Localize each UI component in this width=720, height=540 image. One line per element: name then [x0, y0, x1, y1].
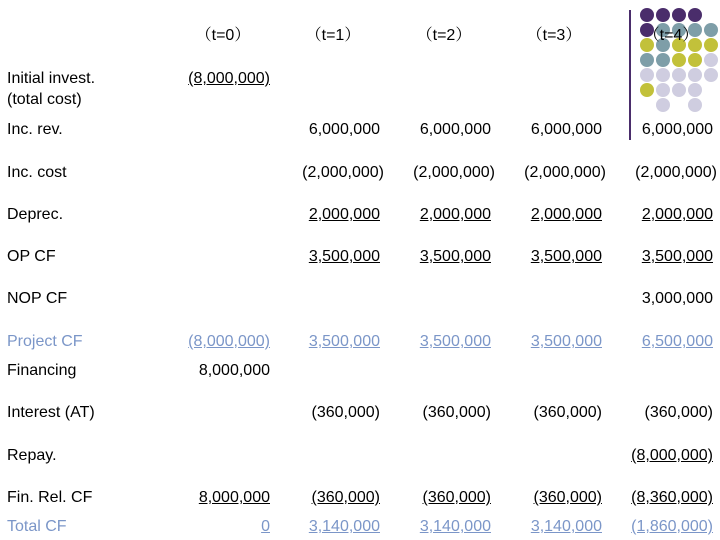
fin-rel-cf-t2: (360,000): [422, 489, 491, 506]
interest-t2: (360,000): [422, 404, 491, 421]
repay-t4: (8,000,000): [631, 447, 713, 464]
decorative-dot: [688, 53, 702, 67]
decorative-dot: [688, 98, 702, 112]
row-label-initial-invest-line2: (total cost): [7, 91, 82, 108]
header-t4: （t=4）: [643, 27, 699, 44]
project-cf-t4: 6,500,000: [641, 333, 713, 350]
header-t3: （t=3）: [526, 27, 582, 44]
nop-cf-t4: 3,000,000: [641, 290, 713, 307]
inc-cost-t4: (2,000,000): [635, 164, 717, 181]
inc-rev-t4: 6,000,000: [641, 121, 713, 138]
op-cf-t4: 3,500,000: [641, 248, 713, 265]
deprec-t2: 2,000,000: [419, 206, 491, 223]
interest-t4: (360,000): [644, 404, 713, 421]
inc-cost-t2: (2,000,000): [413, 164, 495, 181]
decorative-dot: [656, 68, 670, 82]
decorative-dot: [672, 53, 686, 67]
row-label-op-cf: OP CF: [7, 248, 56, 265]
initial-invest-t0: (8,000,000): [188, 70, 270, 87]
interest-t1: (360,000): [311, 404, 380, 421]
decorative-dot: [704, 38, 718, 52]
decorative-dot: [640, 8, 654, 22]
project-cf-t0: (8,000,000): [188, 333, 270, 350]
decorative-dot: [656, 83, 670, 97]
inc-cost-t1: (2,000,000): [302, 164, 384, 181]
decorative-dot: [672, 8, 686, 22]
project-cf-t3: 3,500,000: [530, 333, 602, 350]
total-cf-t3: 3,140,000: [530, 518, 602, 535]
row-label-nop-cf: NOP CF: [7, 290, 68, 307]
decorative-dot: [688, 83, 702, 97]
decorative-dot: [672, 68, 686, 82]
row-label-repay: Repay.: [7, 447, 57, 464]
decorative-dot: [704, 53, 718, 67]
row-label-financing: Financing: [7, 362, 77, 379]
row-label-inc-rev: Inc. rev.: [7, 121, 63, 138]
fin-rel-cf-t0: 8,000,000: [198, 489, 270, 506]
inc-rev-t2: 6,000,000: [419, 121, 491, 138]
total-cf-t4: (1,860,000): [631, 518, 713, 535]
total-cf-t1: 3,140,000: [308, 518, 380, 535]
header-t2: （t=2）: [416, 27, 472, 44]
decorative-dot: [688, 8, 702, 22]
inc-rev-t1: 6,000,000: [308, 121, 380, 138]
total-cf-t0: 0: [261, 518, 270, 535]
deprec-t3: 2,000,000: [530, 206, 602, 223]
row-label-interest: Interest (AT): [7, 404, 95, 421]
row-label-total-cf: Total CF: [7, 518, 67, 535]
fin-rel-cf-t3: (360,000): [533, 489, 602, 506]
op-cf-t1: 3,500,000: [308, 248, 380, 265]
decorative-dot-grid: [640, 8, 720, 118]
decorative-dot: [656, 8, 670, 22]
decorative-dot: [656, 53, 670, 67]
project-cf-t2: 3,500,000: [419, 333, 491, 350]
row-label-fin-rel-cf: Fin. Rel. CF: [7, 489, 93, 506]
header-t0: （t=0）: [195, 27, 251, 44]
decorative-dot: [640, 83, 654, 97]
row-label-project-cf: Project CF: [7, 333, 83, 350]
project-cf-t1: 3,500,000: [308, 333, 380, 350]
interest-t3: (360,000): [533, 404, 602, 421]
inc-cost-t3: (2,000,000): [524, 164, 606, 181]
row-label-deprec: Deprec.: [7, 206, 64, 223]
decorative-dot: [640, 53, 654, 67]
deprec-t4: 2,000,000: [641, 206, 713, 223]
decorative-dot: [704, 23, 718, 37]
op-cf-t2: 3,500,000: [419, 248, 491, 265]
deprec-t1: 2,000,000: [308, 206, 380, 223]
row-label-inc-cost: Inc. cost: [7, 164, 67, 181]
fin-rel-cf-t1: (360,000): [311, 489, 380, 506]
total-cf-t2: 3,140,000: [419, 518, 491, 535]
decorative-dot: [688, 68, 702, 82]
decorative-dot: [656, 98, 670, 112]
inc-rev-t3: 6,000,000: [530, 121, 602, 138]
decorative-dot: [640, 68, 654, 82]
header-t1: （t=1）: [305, 27, 361, 44]
fin-rel-cf-t4: (8,360,000): [631, 489, 713, 506]
op-cf-t3: 3,500,000: [530, 248, 602, 265]
row-label-initial-invest-line1: Initial invest.: [7, 70, 96, 87]
decorative-dot: [672, 83, 686, 97]
decorative-dot: [704, 68, 718, 82]
financing-t0: 8,000,000: [198, 362, 270, 379]
